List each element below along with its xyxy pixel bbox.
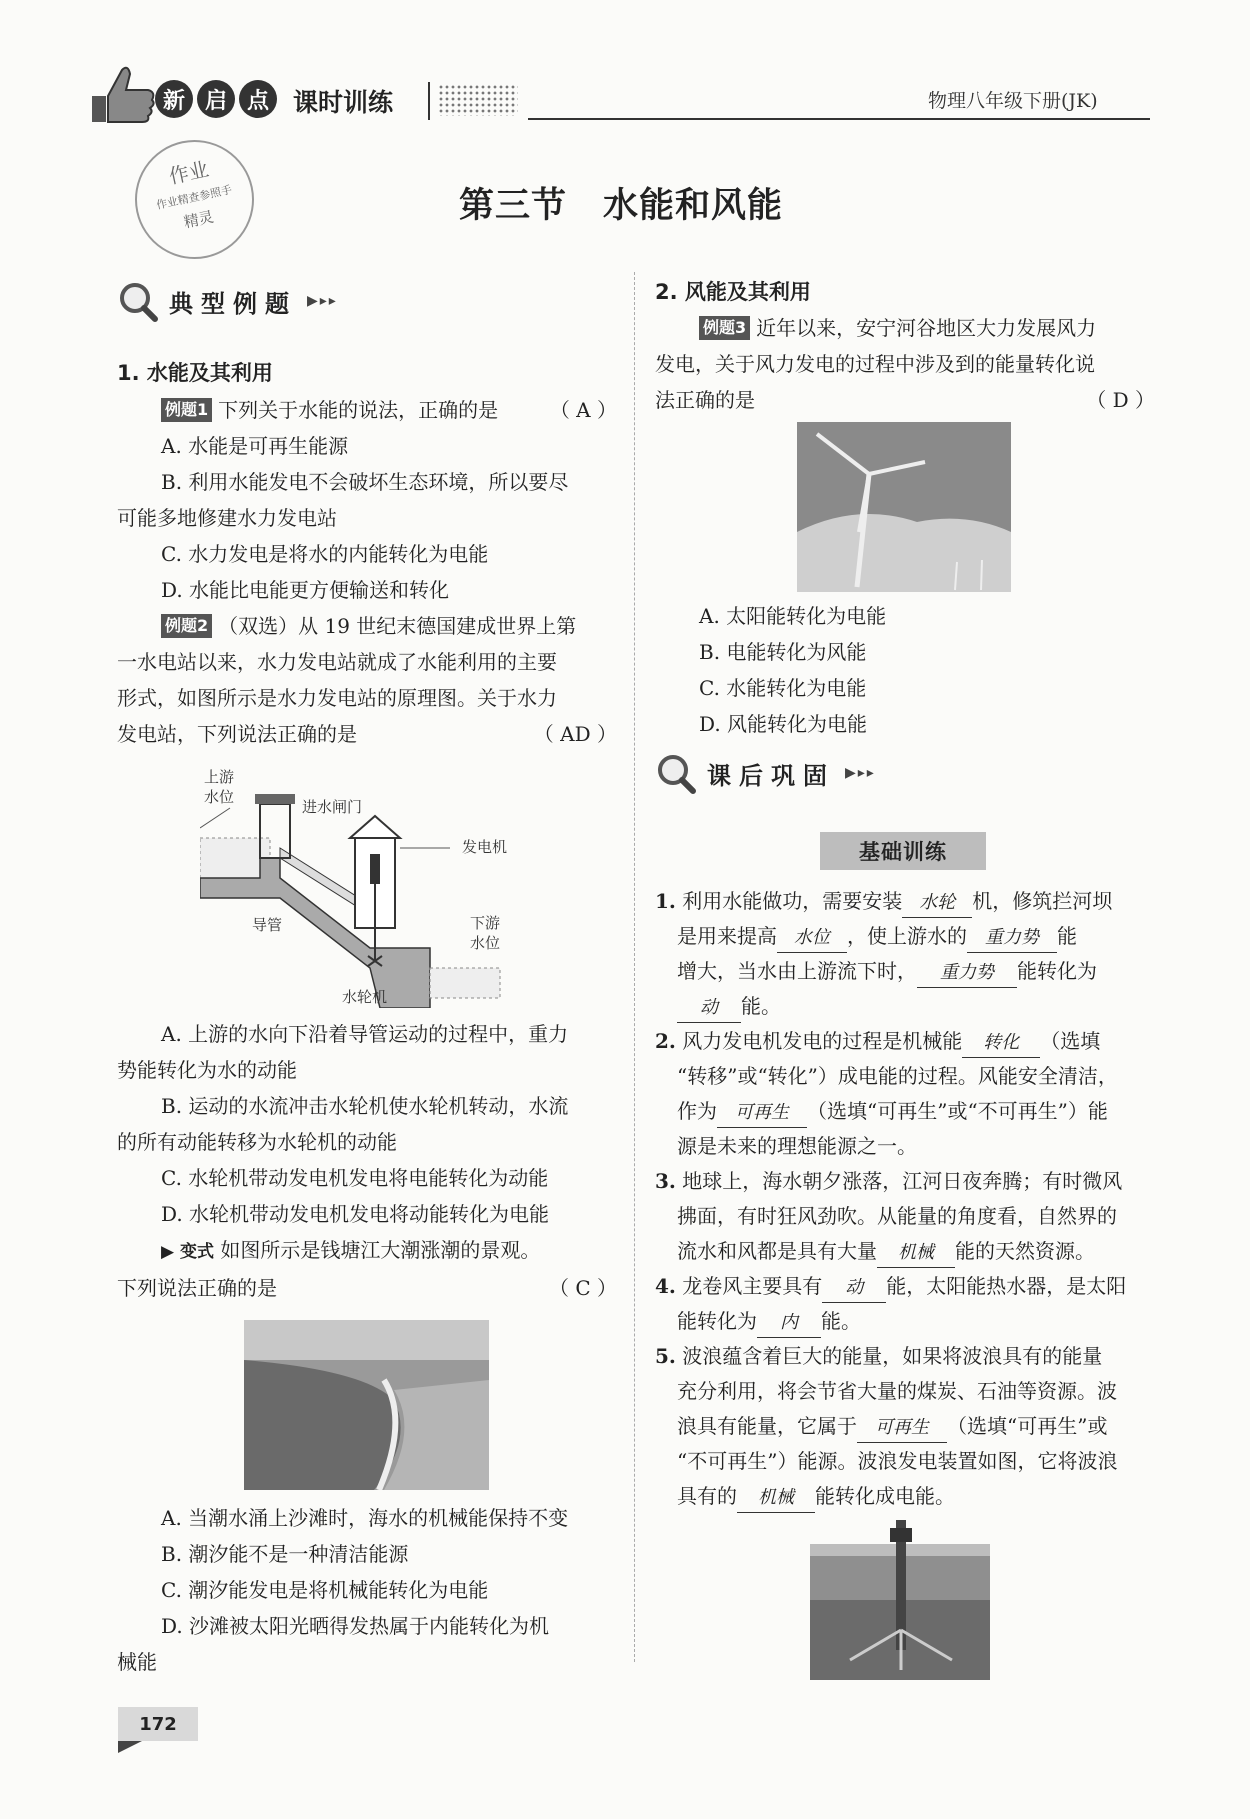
question-text: 能转化为 bbox=[1017, 959, 1097, 983]
stamp-line: 作业 bbox=[166, 156, 211, 189]
option: D. 沙滩被太阳光晒得发热属于内能转化为机 bbox=[161, 1614, 550, 1638]
question-text: 能的天然资源。 bbox=[955, 1239, 1095, 1263]
wave-generator-photo bbox=[810, 1520, 990, 1680]
question-text: 发电，关于风力发电的过程中涉及到的能量转化说 bbox=[655, 352, 1095, 376]
question-text: 充分利用，将会节省大量的煤炭、石油等资源。波 bbox=[677, 1379, 1117, 1403]
option: A. 上游的水向下沿着导管运动的过程中，重力 bbox=[161, 1022, 569, 1046]
series-title: 课时训练 bbox=[293, 88, 394, 117]
question-text: “不可再生”）能源。波浪发电装置如图，它将波浪 bbox=[677, 1449, 1118, 1473]
diagram-label: 水位 bbox=[204, 788, 235, 806]
diagram-label: 水轮机 bbox=[342, 988, 388, 1006]
option: A. 太阳能转化为电能 bbox=[699, 604, 887, 628]
handwritten-answer: 内 bbox=[757, 1309, 821, 1338]
section-label: 课后巩固 bbox=[707, 761, 835, 790]
option: C. 水能转化为电能 bbox=[699, 676, 867, 700]
answer: （ D ） bbox=[1086, 388, 1155, 412]
option: B. 潮汐能不是一种清洁能源 bbox=[161, 1542, 409, 1566]
variant-tag-label: 变式 bbox=[180, 1242, 214, 1262]
question-text: （选填 bbox=[1040, 1029, 1101, 1053]
example-1 bbox=[117, 392, 617, 752]
handwritten-answer: 可再生 bbox=[857, 1414, 947, 1443]
handwritten-answer: 动 bbox=[822, 1274, 886, 1303]
header-dots bbox=[438, 84, 518, 116]
question-number: 5. bbox=[655, 1344, 676, 1368]
question-text: 增大，当水由上游流下时， bbox=[677, 959, 917, 983]
option: C. 潮汐能发电是将机械能转化为电能 bbox=[161, 1578, 489, 1602]
option: D. 水能比电能更方便输送和转化 bbox=[161, 578, 450, 602]
question-number: 4. bbox=[655, 1274, 676, 1298]
diagram-label: 进水闸门 bbox=[302, 798, 363, 816]
thumbs-up-icon bbox=[82, 56, 162, 128]
question-text: 波浪蕴含着巨大的能量，如果将波浪具有的能量 bbox=[682, 1344, 1103, 1368]
basic-training-title: 基础训练 bbox=[820, 832, 986, 870]
practice-questions bbox=[655, 884, 1155, 1514]
question-text: 机，修筑拦河坝 bbox=[972, 889, 1113, 913]
stamp-line: 作业精查参照手 bbox=[155, 183, 234, 212]
subject-label: 物理八年级下册(JK) bbox=[928, 90, 1098, 112]
chapter-title: 第三节 水能和风能 bbox=[459, 185, 784, 226]
diagram-label: 下游 bbox=[470, 914, 501, 932]
page-corner-icon bbox=[118, 1741, 142, 1753]
question-text: 形式，如图所示是水力发电站的原理图。关于水力 bbox=[117, 686, 557, 710]
question-text: 源是未来的理想能源之一。 bbox=[677, 1134, 917, 1158]
section-header-examples bbox=[117, 280, 338, 322]
arrows-icon: ▶▸▸ bbox=[845, 765, 876, 781]
header-rule bbox=[528, 118, 1150, 120]
variant-tag: ▶ 变式 bbox=[161, 1242, 214, 1262]
example-tag: 例题2 bbox=[161, 614, 212, 638]
brand-badge: 点 bbox=[239, 80, 277, 118]
option: B. 运动的水流冲击水轮机使水轮机转动，水流 bbox=[161, 1094, 569, 1118]
question-number: 3. bbox=[655, 1169, 676, 1193]
answer: （ A ） bbox=[549, 398, 617, 422]
variant-options bbox=[117, 1500, 617, 1680]
question-text: 风力发电机发电的过程是机械能 bbox=[682, 1029, 963, 1053]
example-2-options bbox=[117, 1016, 617, 1306]
question-text: “转移”或“转化”）成电能的过程。风能安全清洁， bbox=[677, 1064, 1118, 1088]
question-text: 具有的 bbox=[677, 1484, 737, 1508]
magnifier-icon bbox=[117, 280, 159, 322]
handwritten-answer: 水轮 bbox=[902, 889, 972, 918]
option: C. 水力发电是将水的内能转化为电能 bbox=[161, 542, 489, 566]
handwritten-answer: 重力势 bbox=[917, 959, 1017, 988]
topic-heading: 1. 水能及其利用 bbox=[117, 361, 273, 385]
question-text: 作为 bbox=[677, 1099, 717, 1123]
option: 势能转化为水的动能 bbox=[117, 1058, 297, 1082]
question-text: 能转化为 bbox=[677, 1309, 757, 1333]
question-number: 1. bbox=[655, 889, 676, 913]
handwritten-answer: 转化 bbox=[962, 1029, 1040, 1058]
question-text: 能，太阳能热水器，是太阳 bbox=[886, 1274, 1127, 1298]
header-separator bbox=[428, 82, 430, 120]
handwritten-answer: 重力势 bbox=[967, 924, 1057, 953]
hydropower-diagram bbox=[200, 768, 510, 1008]
question-text: 拂面，有时狂风劲吹。从能量的角度看，自然界的 bbox=[677, 1204, 1117, 1228]
question-text: 浪具有能量，它属于 bbox=[677, 1414, 857, 1438]
brand-badge: 新 bbox=[155, 80, 193, 118]
question-text: （选填“可再生”或 bbox=[947, 1414, 1108, 1438]
magnifier-icon bbox=[655, 752, 697, 794]
section-header-practice bbox=[655, 752, 876, 794]
question-text: （双选）从 19 世纪末德国建成世界上第 bbox=[218, 614, 577, 638]
option: B. 利用水能发电不会破坏生态环境，所以要尽 bbox=[161, 470, 569, 494]
question-text: ，使上游水的 bbox=[847, 924, 967, 948]
question-text: 地球上，海水朝夕涨落，江河日夜奔腾；有时微风 bbox=[682, 1169, 1123, 1193]
stamp-line: 精灵 bbox=[182, 207, 216, 232]
arrows-icon: ▶▸▸ bbox=[307, 293, 338, 309]
option: C. 水轮机带动发电机发电将电能转化为动能 bbox=[161, 1166, 549, 1190]
question-text: 龙卷风主要具有 bbox=[682, 1274, 823, 1298]
column-divider bbox=[634, 272, 635, 1662]
question-text: 一水电站以来，水力发电站就成了水能利用的主要 bbox=[117, 650, 557, 674]
handwritten-answer: 动 bbox=[677, 994, 741, 1023]
option: 的所有动能转移为水轮机的动能 bbox=[117, 1130, 397, 1154]
page-number: 172 bbox=[118, 1707, 198, 1741]
diagram-label: 水位 bbox=[470, 934, 501, 952]
homework-stamp bbox=[124, 129, 265, 270]
example-3 bbox=[655, 310, 1155, 418]
question-text: 能。 bbox=[741, 994, 781, 1018]
handwritten-answer: 机械 bbox=[877, 1239, 955, 1268]
answer: （ C ） bbox=[548, 1276, 617, 1300]
topic-heading: 2. 风能及其利用 bbox=[655, 280, 811, 304]
handwritten-answer: 水位 bbox=[777, 924, 847, 953]
diagram-label: 导管 bbox=[252, 916, 283, 934]
question-text: 法正确的是 bbox=[655, 388, 755, 412]
example-tag: 例题1 bbox=[161, 398, 212, 422]
example-tag: 例题3 bbox=[699, 316, 750, 340]
handwritten-answer: 机械 bbox=[737, 1484, 815, 1513]
question-text: 如图所示是钱塘江大潮涨潮的景观。 bbox=[220, 1238, 541, 1262]
answer: （ AD ） bbox=[533, 722, 617, 746]
section-label: 典型例题 bbox=[169, 289, 297, 318]
option: D. 水轮机带动发电机发电将动能转化为电能 bbox=[161, 1202, 550, 1226]
diagram-label: 发电机 bbox=[462, 838, 508, 856]
question-text: 近年以来，安宁河谷地区大力发展风力 bbox=[756, 316, 1097, 340]
question-text: 是用来提高 bbox=[677, 924, 777, 948]
option: D. 风能转化为电能 bbox=[699, 712, 868, 736]
tidal-photo bbox=[244, 1320, 489, 1490]
brand-badge: 启 bbox=[197, 80, 235, 118]
question-text: 流水和风都是具有大量 bbox=[677, 1239, 877, 1263]
diagram-label: 上游 bbox=[204, 768, 235, 786]
question-text: 下列说法正确的是 bbox=[117, 1276, 277, 1300]
brand-badges bbox=[155, 80, 277, 118]
option: A. 水能是可再生能源 bbox=[161, 434, 349, 458]
question-text: 能。 bbox=[821, 1309, 861, 1333]
option: 械能 bbox=[117, 1650, 157, 1674]
question-text: （选填“可再生”或“不可再生”）能 bbox=[807, 1099, 1108, 1123]
question-text: 利用水能做功，需要安装 bbox=[682, 889, 903, 913]
question-text: 能 bbox=[1057, 924, 1077, 948]
question-text: 下列关于水能的说法，正确的是 bbox=[218, 398, 499, 422]
option: A. 当潮水涌上沙滩时，海水的机械能保持不变 bbox=[161, 1506, 569, 1530]
wind-turbine-photo bbox=[797, 422, 1011, 592]
option: B. 电能转化为风能 bbox=[699, 640, 867, 664]
question-text: 发电站，下列说法正确的是 bbox=[117, 722, 357, 746]
question-number: 2. bbox=[655, 1029, 676, 1053]
option: 可能多地修建水力发电站 bbox=[117, 506, 337, 530]
handwritten-answer: 可再生 bbox=[717, 1099, 807, 1128]
example-3-options bbox=[655, 598, 1155, 742]
question-text: 能转化成电能。 bbox=[815, 1484, 955, 1508]
